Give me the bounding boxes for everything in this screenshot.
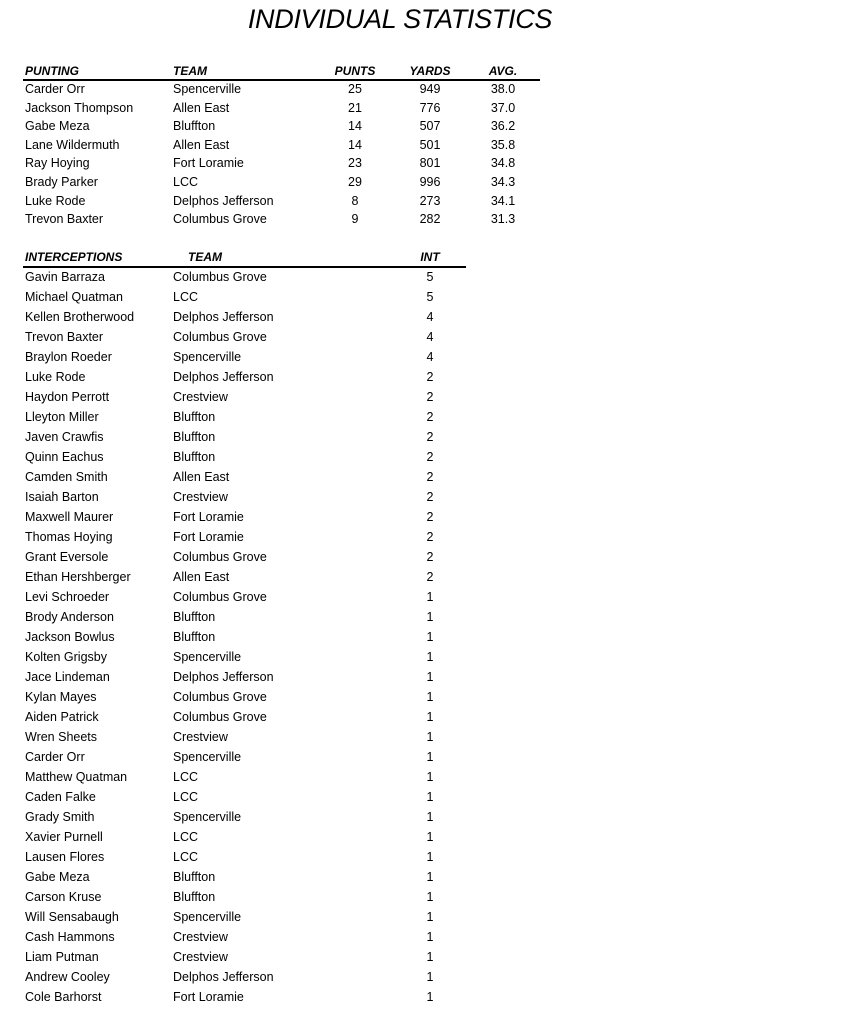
interception-team: Bluffton: [173, 610, 216, 624]
interception-player-name: Ethan Hershberger: [25, 570, 131, 584]
interception-player-name: Gavin Barraza: [25, 270, 105, 284]
interception-team: Crestview: [173, 930, 228, 944]
interception-team: Crestview: [173, 490, 228, 504]
punting-punts: 9: [351, 212, 359, 227]
interception-team: Allen East: [173, 570, 230, 584]
punting-avg: 34.3: [490, 174, 516, 189]
interceptions-header-name: INTERCEPTIONS: [25, 250, 123, 264]
interception-player-name: Kolten Grigsby: [25, 650, 107, 664]
interception-count: 1: [426, 750, 434, 764]
interception-player-name: Luke Rode: [25, 370, 86, 384]
interception-count: 1: [426, 970, 434, 984]
punting-team: Spencerville: [173, 82, 242, 96]
interception-team: Allen East: [173, 470, 230, 484]
interception-team: Bluffton: [173, 890, 216, 904]
interception-player-name: Carson Kruse: [25, 890, 102, 904]
punting-yards: 282: [419, 212, 441, 227]
interception-count: 5: [426, 270, 434, 284]
interception-player-name: Xavier Purnell: [25, 830, 103, 844]
interception-player-name: Caden Falke: [25, 790, 96, 804]
punting-yards: 776: [419, 100, 441, 115]
interception-player-name: Carder Orr: [25, 750, 85, 764]
punting-yards: 949: [419, 82, 441, 96]
interception-count: 4: [426, 350, 434, 364]
punting-player-name: Gabe Meza: [25, 119, 90, 134]
interception-count: 2: [426, 370, 434, 384]
interception-count: 2: [426, 450, 434, 464]
interception-player-name: Grady Smith: [25, 810, 95, 824]
interception-player-name: Jackson Bowlus: [25, 630, 115, 644]
punting-team: Delphos Jefferson: [173, 193, 274, 208]
page-title: INDIVIDUAL STATISTICS: [247, 4, 553, 34]
interception-count: 2: [426, 550, 434, 564]
interception-count: 1: [426, 690, 434, 704]
interception-team: Crestview: [173, 730, 228, 744]
punting-player-name: Ray Hoying: [25, 156, 90, 171]
interception-count: 2: [426, 510, 434, 524]
interception-team: Spencerville: [173, 650, 242, 664]
punting-avg: 37.0: [490, 100, 516, 115]
interception-team: Delphos Jefferson: [173, 310, 274, 324]
interception-team: LCC: [173, 290, 199, 304]
punting-yards: 501: [419, 137, 441, 152]
interception-player-name: Andrew Cooley: [25, 970, 110, 984]
interception-team: Bluffton: [173, 430, 216, 444]
interception-team: LCC: [173, 790, 199, 804]
interception-count: 1: [426, 850, 434, 864]
interception-team: Bluffton: [173, 630, 216, 644]
interception-count: 1: [426, 650, 434, 664]
punting-avg: 34.8: [490, 156, 516, 171]
interception-team: Columbus Grove: [173, 590, 267, 604]
interception-count: 5: [426, 290, 434, 304]
interception-team: Delphos Jefferson: [173, 970, 274, 984]
interception-team: LCC: [173, 850, 199, 864]
interception-team: Bluffton: [173, 870, 216, 884]
interception-count: 4: [426, 310, 434, 324]
interception-count: 2: [426, 390, 434, 404]
punting-header-name: PUNTING: [25, 64, 79, 78]
interception-player-name: Haydon Perrott: [25, 390, 110, 404]
interception-count: 2: [426, 570, 434, 584]
interception-team: LCC: [173, 770, 199, 784]
interception-player-name: Javen Crawfis: [25, 430, 104, 444]
interception-count: 1: [426, 630, 434, 644]
punting-yards: 273: [419, 193, 441, 208]
punting-player-name: Carder Orr: [25, 82, 85, 96]
punting-team: Allen East: [173, 137, 230, 152]
interception-team: Columbus Grove: [173, 690, 267, 704]
interception-count: 1: [426, 790, 434, 804]
interception-player-name: Quinn Eachus: [25, 450, 104, 464]
interception-count: 2: [426, 410, 434, 424]
interception-team: Fort Loramie: [173, 530, 244, 544]
interception-count: 1: [426, 950, 434, 964]
interception-player-name: Wren Sheets: [25, 730, 98, 744]
interception-count: 2: [426, 430, 434, 444]
punting-team: Bluffton: [173, 119, 216, 134]
punting-punts: 14: [348, 137, 362, 152]
interception-team: Bluffton: [173, 410, 216, 424]
interception-count: 1: [426, 990, 434, 1004]
interception-player-name: Gabe Meza: [25, 870, 90, 884]
interception-count: 1: [426, 870, 434, 884]
interception-team: Columbus Grove: [173, 270, 267, 284]
interceptions-header-team: TEAM: [188, 250, 222, 264]
interception-team: Spencerville: [173, 750, 242, 764]
interception-count: 1: [426, 770, 434, 784]
punting-avg: 38.0: [490, 82, 516, 96]
interception-player-name: Brody Anderson: [25, 610, 114, 624]
interceptions-header-rule: [23, 266, 466, 268]
interception-player-name: Kellen Brotherwood: [25, 310, 135, 324]
punting-player-name: Jackson Thompson: [25, 100, 134, 115]
punting-yards: 507: [419, 119, 441, 134]
interception-team: Delphos Jefferson: [173, 370, 274, 384]
punting-header-punts: PUNTS: [334, 64, 376, 78]
punting-punts: 8: [351, 193, 359, 208]
interception-count: 1: [426, 830, 434, 844]
punting-punts: 14: [348, 119, 362, 134]
interception-team: Spencerville: [173, 910, 242, 924]
interception-team: Columbus Grove: [173, 550, 267, 564]
interception-player-name: Will Sensabaugh: [25, 910, 119, 924]
interception-player-name: Grant Eversole: [25, 550, 109, 564]
interception-count: 1: [426, 910, 434, 924]
interception-player-name: Matthew Quatman: [25, 770, 128, 784]
interceptions-header-int: INT: [420, 250, 440, 264]
punting-header-avg: AVG.: [488, 64, 518, 78]
interception-player-name: Aiden Patrick: [25, 710, 99, 724]
interception-count: 2: [426, 530, 434, 544]
interception-count: 4: [426, 330, 434, 344]
interception-player-name: Trevon Baxter: [25, 330, 104, 344]
punting-player-name: Luke Rode: [25, 193, 86, 208]
punting-header-rule: [23, 79, 540, 81]
interception-team: Fort Loramie: [173, 510, 244, 524]
interception-team: Bluffton: [173, 450, 216, 464]
interception-count: 1: [426, 730, 434, 744]
punting-yards: 996: [419, 174, 441, 189]
interception-count: 1: [426, 930, 434, 944]
interception-count: 1: [426, 810, 434, 824]
interception-player-name: Braylon Roeder: [25, 350, 112, 364]
punting-header-yards: YARDS: [409, 64, 451, 78]
interception-player-name: Lausen Flores: [25, 850, 105, 864]
interception-count: 2: [426, 470, 434, 484]
punting-avg: 36.2: [490, 119, 516, 134]
punting-team: Fort Loramie: [173, 156, 244, 171]
interception-count: 1: [426, 890, 434, 904]
interception-player-name: Camden Smith: [25, 470, 108, 484]
interception-count: 1: [426, 610, 434, 624]
interception-player-name: Maxwell Maurer: [25, 510, 114, 524]
interception-team: Fort Loramie: [173, 990, 244, 1004]
interception-team: Columbus Grove: [173, 710, 267, 724]
interception-player-name: Kylan Mayes: [25, 690, 97, 704]
interception-team: Delphos Jefferson: [173, 670, 274, 684]
interception-team: Columbus Grove: [173, 330, 267, 344]
interception-team: Spencerville: [173, 350, 242, 364]
punting-punts: 29: [348, 174, 362, 189]
punting-yards: 801: [419, 156, 441, 171]
punting-punts: 25: [348, 82, 362, 96]
punting-avg: 35.8: [490, 137, 516, 152]
interception-player-name: Michael Quatman: [25, 290, 123, 304]
interception-team: Spencerville: [173, 810, 242, 824]
interception-count: 1: [426, 710, 434, 724]
punting-player-name: Lane Wildermuth: [25, 137, 120, 152]
punting-player-name: Brady Parker: [25, 174, 98, 189]
punting-team: LCC: [173, 174, 199, 189]
interception-player-name: Thomas Hoying: [25, 530, 113, 544]
punting-team: Allen East: [173, 100, 230, 115]
interception-player-name: Jace Lindeman: [25, 670, 110, 684]
interception-player-name: Lleyton Miller: [25, 410, 99, 424]
interception-player-name: Liam Putman: [25, 950, 99, 964]
punting-punts: 23: [348, 156, 362, 171]
punting-team: Columbus Grove: [173, 212, 267, 227]
interception-team: LCC: [173, 830, 199, 844]
punting-header-team: TEAM: [173, 64, 207, 78]
punting-avg: 31.3: [490, 212, 516, 227]
interception-player-name: Cole Barhorst: [25, 990, 102, 1004]
interception-player-name: Cash Hammons: [25, 930, 115, 944]
interception-player-name: Isaiah Barton: [25, 490, 99, 504]
punting-player-name: Trevon Baxter: [25, 212, 104, 227]
interception-player-name: Levi Schroeder: [25, 590, 110, 604]
interception-team: Crestview: [173, 950, 228, 964]
interception-count: 1: [426, 590, 434, 604]
interception-count: 2: [426, 490, 434, 504]
punting-punts: 21: [348, 100, 362, 115]
punting-avg: 34.1: [490, 193, 516, 208]
interception-count: 1: [426, 670, 434, 684]
interception-team: Crestview: [173, 390, 228, 404]
